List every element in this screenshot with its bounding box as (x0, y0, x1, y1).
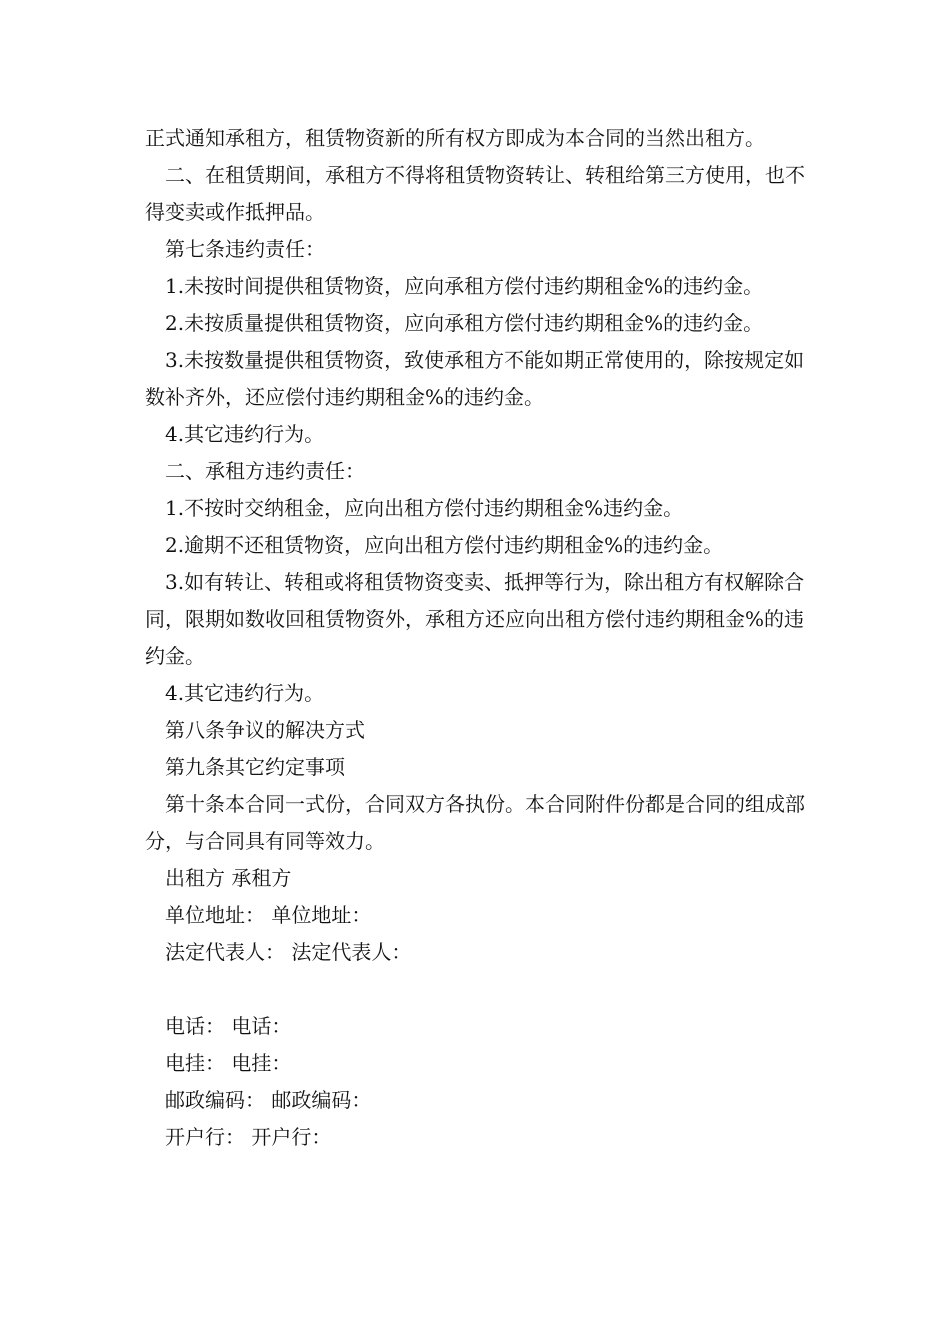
paragraph-no-sublease: 二、在租赁期间，承租方不得将租赁物资转让、转租给第三方使用，也不得变卖或作抵押品。 (145, 163, 805, 224)
heading-lessee-liability: 二、承租方违约责任： (165, 459, 365, 483)
lessor-breach-item-4: 4.其它违约行为。 (165, 422, 325, 446)
signature-phone: 电话： 电话： (165, 1014, 292, 1038)
paragraph-ownership-notice: 正式通知承租方，租赁物资新的所有权方即成为本合同的当然出租方。 (145, 126, 765, 150)
signature-legal-representative: 法定代表人： 法定代表人： (165, 940, 412, 964)
blank-line (145, 971, 815, 1008)
lessor-breach-item-1: 1.未按时间提供租赁物资，应向承租方偿付违约期租金%的违约金。 (165, 274, 764, 298)
lessor-breach-item-2: 2.未按质量提供租赁物资，应向承租方偿付违约期租金%的违约金。 (165, 311, 764, 335)
lessee-breach-item-1: 1.不按时交纳租金，应向出租方偿付违约期租金%违约金。 (165, 496, 684, 520)
paragraph-article-10: 第十条本合同一式份，合同双方各执份。本合同附件份都是合同的组成部分，与合同具有同等效力。 (145, 792, 805, 853)
heading-article-7: 第七条违约责任： (165, 237, 325, 261)
signature-postal-code: 邮政编码： 邮政编码： (165, 1088, 372, 1112)
signature-bank: 开户行： 开户行： (165, 1125, 332, 1149)
heading-article-9: 第九条其它约定事项 (165, 755, 345, 779)
heading-article-8: 第八条争议的解决方式 (165, 718, 365, 742)
lessor-breach-item-3: 3.未按数量提供租赁物资，致使承租方不能如期正常使用的，除按规定如数补齐外，还应偿付违约期租金%的违约金。 (145, 348, 805, 409)
lessee-breach-item-3: 3.如有转让、转租或将租赁物资变卖、抵押等行为，除出租方有权解除合同，限期如数收回租赁物资外，承租方还应向出租方偿付违约期租金%的违约金。 (145, 570, 805, 668)
signature-address: 单位地址： 单位地址： (165, 903, 372, 927)
lessee-breach-item-2: 2.逾期不还租赁物资，应向出租方偿付违约期租金%的违约金。 (165, 533, 724, 557)
document-body (145, 120, 815, 1156)
signature-telegraph: 电挂： 电挂： (165, 1051, 292, 1075)
signature-parties: 出租方 承租方 (165, 866, 292, 890)
lessee-breach-item-4: 4.其它违约行为。 (165, 681, 325, 705)
